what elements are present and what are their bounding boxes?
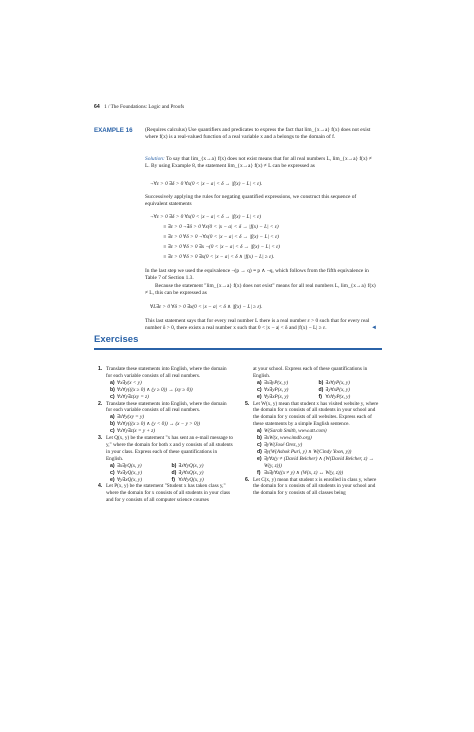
- exercise-part: [257, 394, 319, 401]
- solution-label: Solution:: [145, 156, 165, 162]
- exercise-number: 3.: [98, 435, 103, 442]
- solution-paragraph: [145, 156, 377, 170]
- last-step-text: In the last step we used the equivalence ¬(p → q) ≡ p ∧ ¬q, which follows from the fifth equivalence in Table 7 of Section 1.3.: [145, 268, 369, 282]
- part-label: d): [171, 469, 177, 476]
- part-text: ∀x∃yQ(x, y): [117, 469, 142, 476]
- exercise-text: Translate these statements into English, where the domain for each variable consists of all real numbers.: [106, 400, 227, 414]
- formula-negated-limit: ¬∀ε > 0 ∃δ > 0 ∀x(0 < |x − a| < δ → |f(x) − L| < ε).: [150, 181, 263, 187]
- chain-line: ¬∀ε > 0 ∃δ > 0 ∀x(0 < |x − a| < δ → |f(x) − L| < ε): [150, 214, 262, 220]
- part-text: ∃y∀xQ(x, y): [178, 469, 204, 476]
- exercises-left-column: [98, 366, 233, 504]
- part-label: a): [257, 379, 262, 386]
- exercise-part: [172, 463, 234, 470]
- exercise: [98, 483, 233, 504]
- page-number: 64: [94, 104, 100, 110]
- chain-line: ≡ ∃ε > 0 ∀δ > 0 ∃x ¬(0 < |x − a| < δ → |f(x) − L| < ε): [163, 244, 280, 250]
- chain-line: ≡ ∃ε > 0 ∀δ > 0 ¬∀x(0 < |x − a| < δ → |f(x) − L| < ε): [163, 234, 279, 240]
- transition-text: Successively applying the rules for negating quantified expressions, we construct this sequence of equivalent statements: [145, 194, 357, 208]
- example-statement: (Requires calculus) Use quantifiers and predicates to express the fact that lim_{x→a} f(x) does not exist where f(x) is a real-valued function of a real variable x and a belongs to the domain of f.: [145, 127, 371, 141]
- part-text: ∃x∀y(xy = y): [117, 414, 145, 421]
- final-statement: This last statement says that for every real number L there is a real number ε > 0 such that for every real number δ > 0, there exists a real number x such that 0 < |x − a| < δ and |f(x) − L| ≥ ε.: [145, 318, 370, 332]
- exercise-part: [257, 380, 319, 387]
- final-text: [145, 318, 377, 332]
- exercise-part: [110, 463, 172, 470]
- part-text: ∀x∀y(((x ≥ 0) ∧ (y ≥ 0)) → (xy ≥ 0)): [117, 386, 193, 393]
- exercise-part: [110, 394, 233, 401]
- exercise-text: Let C(x, y) mean that student x is enrolled in class y, where the domain for x consists of all students in your school and the domain for y consists of all classes being: [253, 476, 377, 497]
- part-text: ∀x∀y∃z(x = y + z): [117, 428, 155, 435]
- chain-line: ≡ ∃ε > 0 ∀δ > 0 ∃x(0 < |x − a| < δ ∧ |f(x) − L| ≥ ε).: [163, 254, 275, 260]
- exercise-text: Translate these statements into English, where the domain for each variable consists of all real numbers.: [106, 366, 227, 379]
- part-text: ∀x∀yQ(x, y): [178, 476, 204, 483]
- exercise: [98, 435, 233, 483]
- part-label: c): [110, 393, 115, 400]
- exercise-part: [319, 387, 381, 394]
- part-text: W(Sarah Smith, www.att.com): [264, 428, 327, 435]
- exercise-number: 2.: [98, 400, 103, 407]
- part-label: b): [110, 421, 115, 428]
- exercise: [245, 401, 380, 477]
- exercises-right-column: [245, 366, 380, 497]
- exercises-rule: [94, 348, 382, 350]
- part-label: e): [257, 393, 262, 400]
- exercise-text: Let P(x, y) be the statement "Student x has taken class y," where the domain for x consists of all students in your class and for y consists of all computer science courses: [106, 483, 231, 504]
- part-text: ∃y∀z(y ≠ (David Belcher) ∧ (W(David Belcher, z) → W(y, z))): [264, 455, 374, 469]
- exercise-part: [172, 470, 234, 477]
- exercise-number: 1.: [98, 366, 103, 372]
- part-label: b): [110, 386, 115, 393]
- part-text: ∀x∀yP(x, y): [325, 393, 351, 400]
- exercise-continuation: [245, 366, 380, 401]
- part-text: ∃x∃yP(x, y): [264, 379, 289, 386]
- part-label: f): [318, 393, 322, 400]
- running-title: 1 / The Foundations: Logic and Proofs: [104, 104, 185, 110]
- part-label: a): [110, 379, 115, 386]
- exercise-number: 6.: [245, 476, 250, 483]
- solution-text: To say that lim_{x→a} f(x) does not exist means that for all real numbers L, lim_{x→a} f(x) ≠ L. By using Example 8, the statement lim_{x→a} f(x) ≠ L can be expressed as: [145, 156, 372, 170]
- part-text: ∀x∃y(x < y): [117, 379, 142, 386]
- part-label: c): [110, 469, 115, 476]
- part-label: b): [257, 435, 262, 442]
- part-text: ∃x∃y∀z((x ≠ y) ∧ (W(x, z) ↔ W(y, z))): [264, 469, 344, 476]
- part-label: a): [110, 462, 115, 469]
- part-label: d): [318, 386, 324, 393]
- exercise-text: Let Q(x, y) be the statement "x has sent an e-mail message to y," where the domain for both x and y consists of all students in your class. Express each of these quantifications in English.: [106, 435, 234, 462]
- part-label: c): [257, 386, 262, 393]
- exercise: [98, 401, 233, 436]
- part-label: c): [257, 441, 262, 448]
- end-of-example-marker: ◄: [371, 325, 377, 332]
- part-text: ∃x∀yP(x, y): [325, 379, 350, 386]
- part-label: e): [257, 455, 262, 462]
- exercise-part: [257, 449, 380, 456]
- part-label: e): [110, 476, 115, 483]
- example-label: EXAMPLE 16: [94, 127, 133, 134]
- part-label: b): [318, 379, 324, 386]
- part-text: ∃x∀yQ(x, y): [178, 462, 204, 469]
- exercise-part: [319, 394, 381, 401]
- exercise-part: [257, 456, 380, 470]
- exercise: [245, 477, 380, 498]
- part-text: ∃xW(x, www.imdb.org): [264, 435, 312, 442]
- exercise: [98, 366, 233, 401]
- part-label: f): [257, 469, 261, 476]
- exercise-part: [110, 470, 172, 477]
- exercise-text: at your school. Express each of these quantifications in English.: [253, 366, 368, 379]
- part-text: ∃yW(José Orez, y): [264, 441, 303, 448]
- part-label: f): [171, 476, 175, 483]
- part-label: c): [110, 428, 115, 435]
- part-text: ∀y∃xP(x, y): [264, 393, 289, 400]
- part-text: ∃y(W(Ashok Puri, y) ∧ W(Cindy Yoon, y)): [264, 448, 352, 455]
- part-text: ∃x∃yQ(x, y): [117, 462, 142, 469]
- exercises-heading: Exercises: [94, 334, 139, 345]
- exercise-text: Let W(x, y) mean that student x has visited website y, where the domain for x consists of all students in your school and the domain for y consists of all websites. Express each of these statements by a simple English sentence.: [253, 400, 379, 428]
- formula-final: ∀L∃ε > 0 ∀δ > 0 ∃x(0 < |x − a| < δ ∧ |f(x) − L| ≥ ε).: [150, 304, 263, 310]
- exercise-number: 5.: [245, 400, 250, 407]
- part-label: d): [257, 448, 262, 455]
- exercise-part: [257, 442, 380, 449]
- part-text: ∀x∀y∃z(xy = z): [117, 393, 149, 400]
- exercise-part: [110, 380, 233, 387]
- part-text: ∃y∀xP(x, y): [325, 386, 350, 393]
- part-label: b): [171, 462, 177, 469]
- exercise-part: [257, 387, 319, 394]
- part-label: a): [110, 414, 115, 421]
- because-text: Because the statement "lim_{x→a} f(x) does not exist" means for all real numbers L, lim_{x→a} f(x) ≠ L, this can be expressed as: [145, 283, 376, 297]
- exercise-part: [257, 435, 380, 442]
- chain-line: ≡ ∃ε > 0 ¬∃δ > 0 ∀x(0 < |x − a| < δ → |f(x) − L| < ε): [163, 224, 279, 230]
- running-header: [94, 104, 184, 110]
- exercise-part: [319, 380, 381, 387]
- exercise-number: 4.: [98, 483, 103, 490]
- part-label: a): [257, 428, 262, 435]
- exercise-part: [110, 387, 233, 394]
- exercise-part: [257, 470, 380, 477]
- part-text: ∀x∀y(((x ≥ 0) ∧ (y < 0)) → (x − y > 0)): [117, 421, 201, 428]
- part-text: ∀x∃yP(x, y): [264, 386, 289, 393]
- part-text: ∀y∃xQ(x, y): [117, 476, 142, 483]
